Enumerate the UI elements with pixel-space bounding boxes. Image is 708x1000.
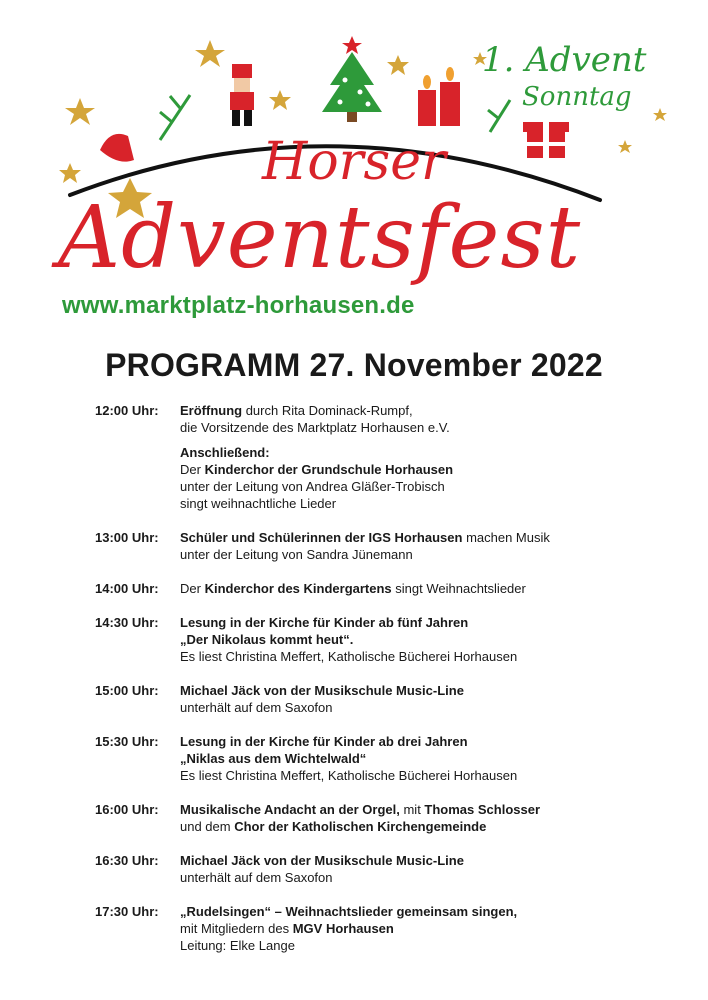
entry-description [180, 903, 695, 954]
program-entry [95, 529, 695, 563]
entry-text-bold: Eröffnung [180, 403, 243, 418]
title-small: Horser [262, 132, 446, 192]
entry-line [180, 580, 695, 597]
star-icon [269, 90, 291, 110]
entry-text: die Vorsitzende des Marktplatz Horhausen e.V. [180, 420, 450, 435]
entry-line [180, 699, 695, 716]
entry-time: 16:00 Uhr: [95, 802, 159, 817]
entry-text-bold: Lesung in der Kirche für Kinder ab fünf Jahren [180, 615, 469, 630]
entry-time: 12:00 Uhr: [95, 403, 159, 418]
entry-line [180, 750, 695, 767]
entry-line [180, 767, 695, 784]
entry-line [180, 631, 695, 648]
entry-line [180, 852, 695, 869]
entry-line [180, 869, 695, 886]
star-icon [59, 163, 81, 183]
entry-text: machen Musik [462, 530, 550, 545]
candles-icon [418, 67, 460, 126]
entry-description [180, 529, 695, 563]
advent-line-2: Sonntag [522, 82, 632, 112]
star-icon [387, 55, 409, 75]
entry-text: mit Mitgliedern des [180, 921, 293, 936]
entry-line [180, 920, 695, 937]
entry-line [180, 444, 695, 461]
entry-line [180, 461, 695, 478]
entry-text-bold: MGV Horhausen [292, 921, 394, 936]
entry-line [180, 402, 695, 419]
entry-line [180, 419, 695, 436]
event-header [0, 0, 708, 330]
program-entry [95, 580, 695, 597]
program-entry [95, 852, 695, 886]
star-icon [65, 98, 95, 125]
entry-text-bold: Michael Jäck von der Musikschule Music-Line [180, 683, 464, 698]
entry-line [180, 801, 695, 818]
advent-line-1: 1. Advent [482, 40, 647, 80]
entry-text: Der [180, 462, 205, 477]
entry-description [180, 580, 695, 597]
entry-time: 14:00 Uhr: [95, 581, 159, 596]
title-big: Adventsfest [58, 188, 582, 288]
gift-icon [523, 122, 569, 158]
christmas-tree-icon [322, 36, 382, 122]
entry-text-bold: „Niklas aus dem Wichtelwald“ [180, 751, 367, 766]
program-title: PROGRAMM 27. November 2022 [105, 347, 603, 383]
entry-text-bold: Thomas Schlosser [424, 802, 541, 817]
entry-description [180, 682, 695, 716]
entry-text-bold: Kinderchor der Grundschule Horhausen [204, 462, 454, 477]
entry-text: mit [399, 802, 425, 817]
entry-line [180, 495, 695, 512]
program-list [95, 402, 695, 954]
entry-time: 15:30 Uhr: [95, 734, 159, 749]
entry-text-bold: Michael Jäck von der Musikschule Music-Line [180, 853, 464, 868]
entry-line [180, 682, 695, 699]
entry-text-bold: Schüler und Schülerinnen der IGS Horhausen [180, 530, 463, 545]
entry-text: unter der Leitung von Sandra Jünemann [180, 547, 413, 562]
entry-text: und dem [180, 819, 235, 834]
entry-line [180, 818, 695, 835]
entry-text-bold: Kinderchor des Kindergartens [204, 581, 392, 596]
entry-text-bold: Anschließend: [180, 445, 270, 460]
entry-text-bold: „Der Nikolaus kommt heut“. [180, 632, 354, 647]
entry-time: 15:00 Uhr: [95, 683, 159, 698]
entry-time: 17:30 Uhr: [95, 904, 159, 919]
entry-line [180, 648, 695, 665]
entry-description [180, 444, 695, 512]
nutcracker-icon [230, 64, 254, 126]
program-entry [95, 402, 695, 436]
entry-description [180, 801, 695, 835]
entry-time: 14:30 Uhr: [95, 615, 159, 630]
entry-text: unterhält auf dem Saxofon [180, 870, 333, 885]
entry-line [180, 529, 695, 546]
program-entry [95, 733, 695, 784]
entry-text-bold: Lesung in der Kirche für Kinder ab drei Jahren [180, 734, 468, 749]
entry-text: durch Rita Dominack-Rumpf, [242, 403, 413, 418]
star-icon [653, 108, 667, 121]
entry-text: Der [180, 581, 205, 596]
entry-line [180, 614, 695, 631]
entry-text: singt weihnachtliche Lieder [180, 496, 337, 511]
program-entry [95, 614, 695, 665]
entry-text-bold: Musikalische Andacht an der Orgel, [180, 802, 400, 817]
entry-text-bold: „Rudelsingen“ – Weihnachtslieder gemeinsam singen, [180, 904, 518, 919]
entry-description [180, 852, 695, 886]
entry-text: Leitung: Elke Lange [180, 938, 295, 953]
program-entry [95, 682, 695, 716]
entry-text: unter der Leitung von Andrea Gläßer-Trobisch [180, 479, 445, 494]
entry-text: singt Weihnachtslieder [391, 581, 526, 596]
entry-time: 13:00 Uhr: [95, 530, 159, 545]
star-icon [195, 40, 225, 67]
website-link[interactable]: www.marktplatz-horhausen.de [62, 292, 415, 319]
entry-time: 16:30 Uhr: [95, 853, 159, 868]
bell-icon [100, 134, 134, 162]
entry-text: Es liest Christina Meffert, Katholische Bücherei Horhausen [180, 649, 518, 664]
program-entry [95, 903, 695, 954]
entry-line [180, 546, 695, 563]
program-entry [95, 801, 695, 835]
entry-text-bold: Chor der Katholischen Kirchengemeinde [234, 819, 487, 834]
entry-text: unterhält auf dem Saxofon [180, 700, 333, 715]
entry-line [180, 937, 695, 954]
entry-description [180, 402, 695, 436]
star-icon [618, 140, 632, 153]
entry-line [180, 733, 695, 750]
entry-text: Es liest Christina Meffert, Katholische Bücherei Horhausen [180, 768, 518, 783]
entry-description [180, 733, 695, 784]
program-entry [95, 444, 695, 512]
entry-description [180, 614, 695, 665]
entry-line [180, 478, 695, 495]
entry-line [180, 903, 695, 920]
